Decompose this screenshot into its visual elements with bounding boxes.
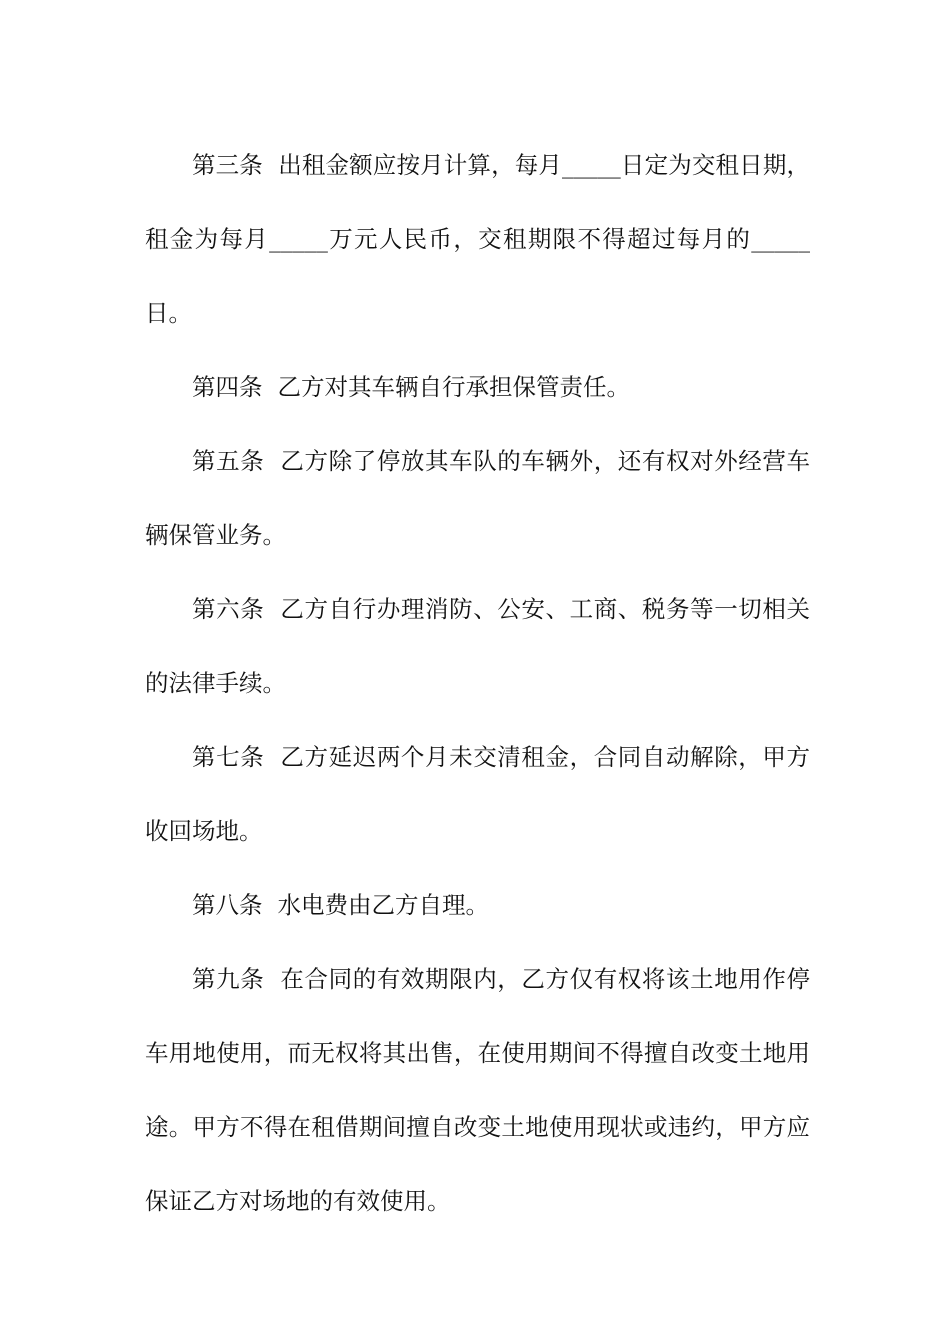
clause-4-paragraph: 第四条 乙方对其车辆自行承担保管责任。 (192, 373, 630, 401)
contract-body (145, 128, 810, 1238)
clause-8-paragraph: 第八条 水电费由乙方自理。 (192, 891, 489, 919)
clause-5-paragraph: 第五条 乙方除了停放其车队的车辆外，还有权对外经营车辆保管业务。 (145, 447, 810, 549)
clause-9-paragraph: 第九条 在合同的有效期限内，乙方仅有权将该土地用作停车用地使用，而无权将其出售，在使用期间不得擅自改变土地用途。甲方不得在租借期间擅自改变土地使用现状或违约，甲方应保证乙方对场地的有效使用。 (145, 965, 810, 1215)
clause-6-paragraph: 第六条 乙方自行办理消防、公安、工商、税务等一切相关的法律手续。 (145, 595, 810, 697)
clause-7-paragraph: 第七条 乙方延迟两个月未交清租金，合同自动解除，甲方收回场地。 (145, 743, 810, 845)
clause-3-paragraph: 第三条 出租金额应按月计算，每月_____日定为交租日期，租金为每月_____万元人民币，交租期限不得超过每月的_____日。 (145, 151, 810, 327)
